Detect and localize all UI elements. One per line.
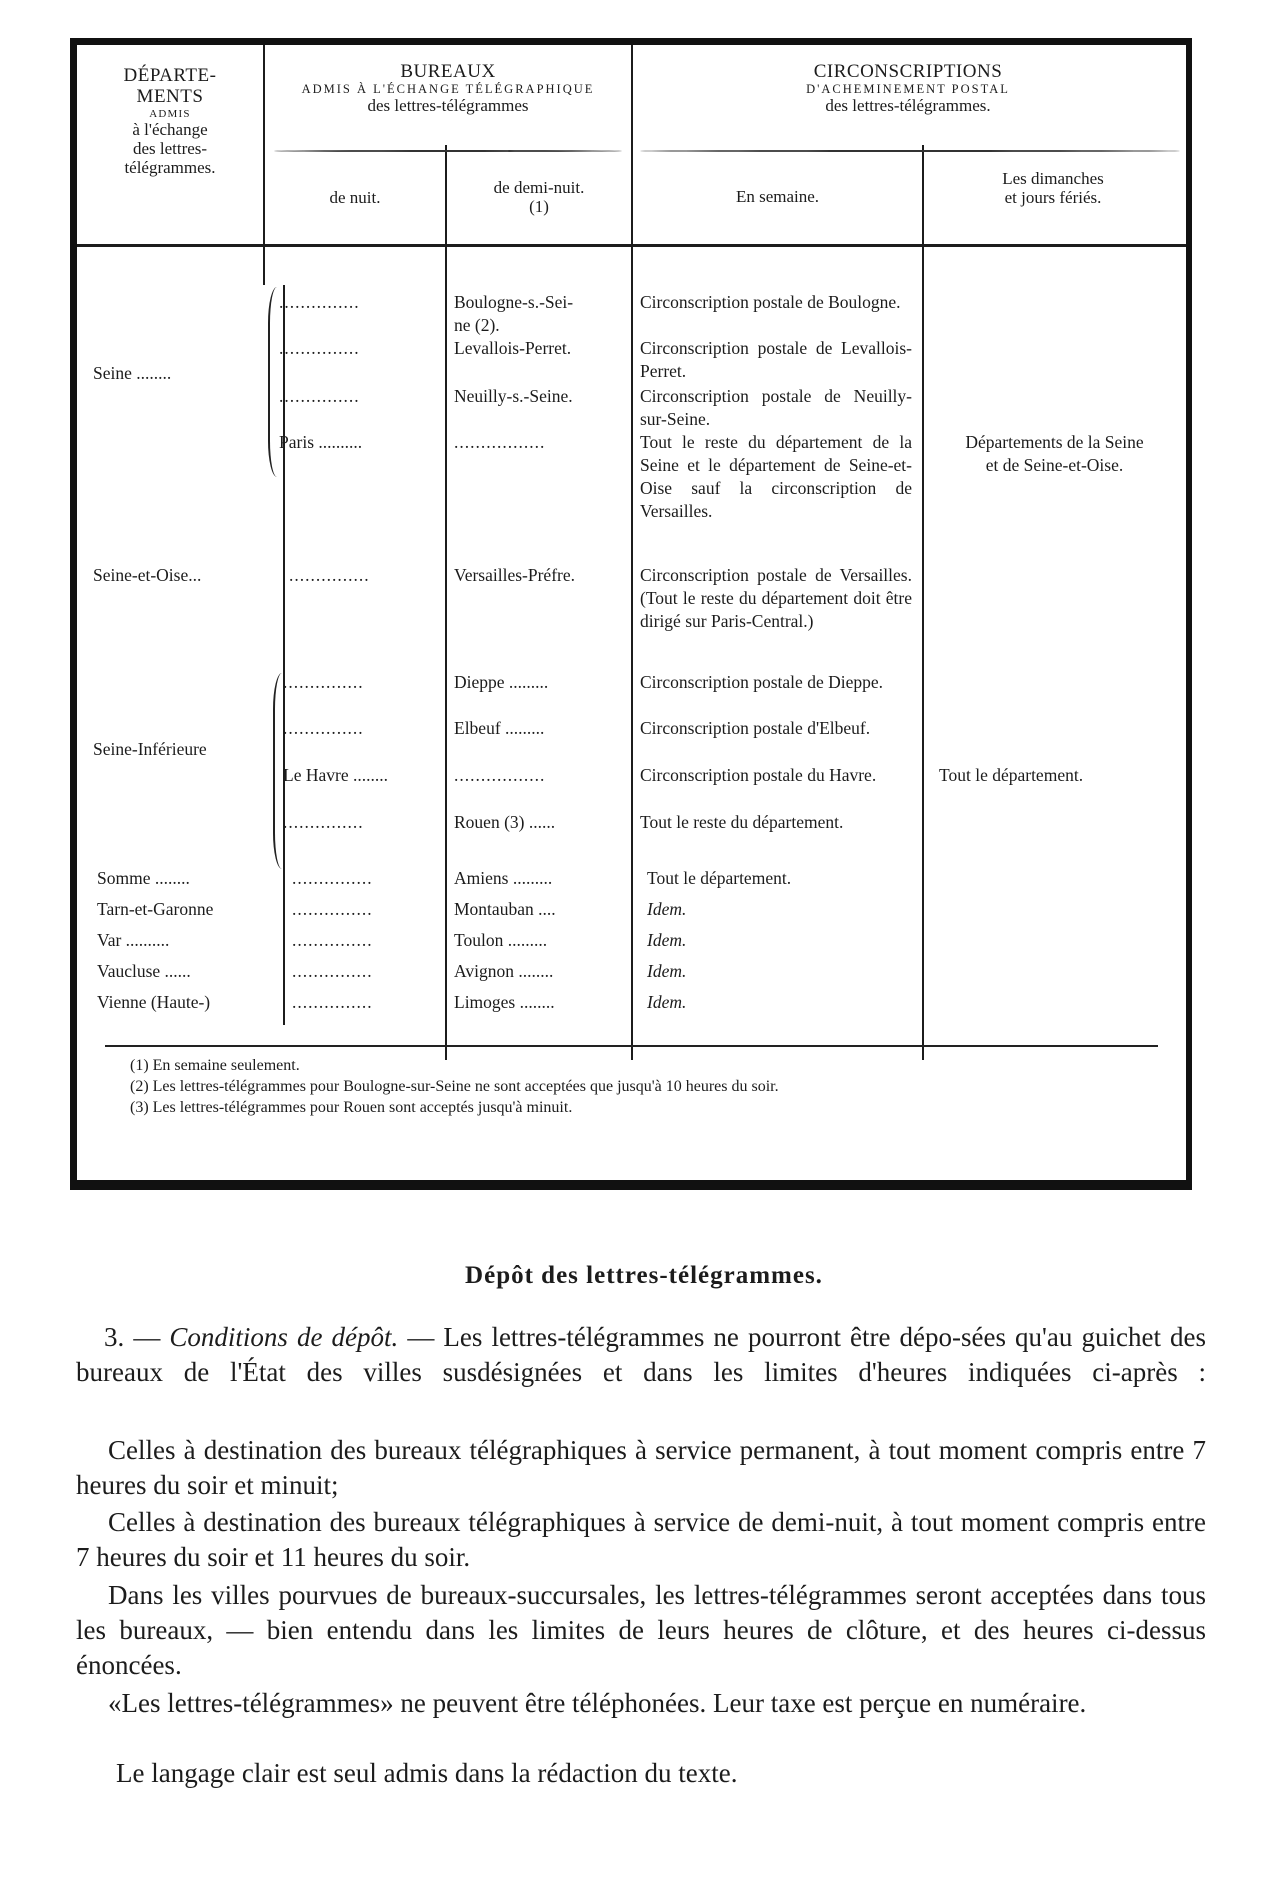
si-demi-rouen: Rouen (3) ...... bbox=[454, 812, 556, 832]
vienne-demi: Limoges ........ bbox=[454, 992, 555, 1012]
seine-sem-neuilly: Circonscription postale de Neuilly-sur-Seine. bbox=[640, 386, 912, 429]
si-sem-elbeuf: Circonscription postale d'Elbeuf. bbox=[640, 718, 871, 738]
vienne-nuit: ............... bbox=[292, 992, 373, 1012]
var-demi: Toulon ......... bbox=[454, 930, 548, 950]
so-nuit: ............... bbox=[289, 565, 370, 585]
paragraph-conditions bbox=[76, 1320, 1206, 1390]
paragraph-succursales: Dans les villes pourvues de bureaux-succursales, les lettres-télégrammes seront acceptées dans tous les bureaux, — bien entendu dans les limites de leurs heures de clôture, et des heures ci-dessus énoncées. bbox=[76, 1580, 1206, 1680]
paragraph-number: 3. — bbox=[104, 1322, 170, 1352]
footnote-rule bbox=[105, 1045, 1158, 1047]
seine-dim: Départements de la Seine et de Seine-et-Oise. bbox=[965, 432, 1144, 475]
si-demi-elbeuf: Elbeuf ......... bbox=[454, 718, 545, 738]
dept-somme: Somme ........ bbox=[97, 868, 190, 888]
vaucluse-nuit: ............... bbox=[292, 961, 373, 981]
seine-demi-levallois: Levallois-Perret. bbox=[454, 338, 572, 358]
si-sem-rouen: Tout le reste du département. bbox=[640, 812, 844, 832]
seine-sem-levallois: Circonscription postale de Levallois-Perret. bbox=[640, 338, 912, 381]
si-sem-havre: Circonscription postale du Havre. bbox=[640, 765, 877, 785]
col-divider-4 bbox=[922, 145, 924, 1060]
dept-seine-inferieure: Seine-Inférieure bbox=[93, 739, 207, 759]
header-rule bbox=[77, 244, 1186, 247]
paragraph-permanent: Celles à destination des bureaux télégraphiques à service permanent, à tout moment compris entre 7 heures du soir et minuit; bbox=[76, 1435, 1206, 1500]
vienne-sem: Idem. bbox=[647, 992, 687, 1012]
seine-nuit-2: ............... bbox=[279, 338, 360, 358]
bureaux-brace bbox=[274, 150, 622, 152]
seine-brace bbox=[268, 287, 279, 477]
seine-demi-neuilly: Neuilly-s.-Seine. bbox=[454, 386, 573, 406]
si-demi-dieppe: Dieppe ......... bbox=[454, 672, 549, 692]
vaucluse-demi: Avignon ........ bbox=[454, 961, 554, 981]
si-dim: Tout le département. bbox=[939, 765, 1084, 785]
dept-tarn-et-garonne: Tarn-et-Garonne bbox=[97, 899, 214, 919]
so-sem: Circonscription postale de Versailles. (Tout le reste du département doit être dirigé sur Paris-Central.) bbox=[640, 565, 912, 631]
si-nuit-2: ............... bbox=[283, 718, 364, 738]
si-nuit-4: ............... bbox=[283, 812, 364, 832]
si-nuit-1: ............... bbox=[283, 672, 364, 692]
var-nuit: ............... bbox=[292, 930, 373, 950]
si-sem-dieppe: Circonscription postale de Dieppe. bbox=[640, 672, 883, 692]
so-demi: Versailles-Préfre. bbox=[454, 565, 575, 585]
paragraph-langage: Le langage clair est seul admis dans la rédaction du texte. bbox=[116, 1758, 738, 1788]
footnote-2: (2) Les lettres-télégrammes pour Boulogne-sur-Seine ne sont acceptées que jusqu'à 10 heures du soir. bbox=[130, 1078, 779, 1095]
header-dimanches: Les dimanches et jours fériés. bbox=[1002, 169, 1104, 208]
seine-sem-paris: Tout le reste du département de la Seine et le département de Seine-et-Oise sauf la circonscription de Versailles. bbox=[640, 432, 912, 521]
si-demi-havre: ................. bbox=[454, 765, 546, 785]
header-en-semaine: En semaine. bbox=[735, 187, 820, 206]
rate-table bbox=[70, 38, 1192, 1190]
footnote-1: (1) En semaine seulement. bbox=[130, 1057, 300, 1074]
seine-nuit-3: ............... bbox=[279, 386, 360, 406]
header-bureaux: BUREAUX ADMIS À L'ÉCHANGE TÉLÉGRAPHIQUE des lettres-télégrammes bbox=[301, 61, 595, 116]
col-divider-2 bbox=[445, 145, 447, 1060]
seine-demi-boulogne: Boulogne-s.-Sei- bbox=[454, 292, 574, 312]
header-de-demi-nuit: de demi-nuit. (1) bbox=[493, 178, 585, 217]
var-sem: Idem. bbox=[647, 930, 687, 950]
header-circonscriptions: CIRCONSCRIPTIONS D'ACHEMINEMENT POSTAL des lettres-télégrammes. bbox=[806, 61, 1010, 116]
paragraph-body: — Les lettres-télégrammes ne pourront être dépo-sées qu'au guichet des bureaux de l'État des villes susdésignées et dans les limites d'heures indiquées ci-après : bbox=[76, 1322, 1206, 1387]
si-nuit-havre: Le Havre ........ bbox=[283, 765, 388, 785]
seine-demi-boulogne-2: ne (2). bbox=[454, 315, 500, 335]
tarn-nuit: ............... bbox=[292, 899, 373, 919]
seine-sem-boulogne: Circonscription postale de Boulogne. bbox=[640, 292, 901, 312]
dept-vienne: Vienne (Haute-) bbox=[97, 992, 211, 1012]
paragraph-demi-nuit: Celles à destination des bureaux télégraphiques à service de demi-nuit, à tout moment compris entre 7 heures du soir et 11 heures du soir. bbox=[76, 1507, 1206, 1572]
seine-demi-paris: ................. bbox=[454, 432, 546, 452]
footnote-3: (3) Les lettres-télégrammes pour Rouen sont acceptés jusqu'à minuit. bbox=[130, 1099, 573, 1116]
dept-seine: Seine ........ bbox=[93, 363, 172, 383]
somme-sem: Tout le département. bbox=[647, 868, 792, 888]
dept-seine-et-oise: Seine-et-Oise... bbox=[93, 565, 202, 585]
paragraph-heading: Conditions de dépôt. bbox=[169, 1322, 399, 1352]
paragraph-telephone: «Les lettres-télégrammes» ne peuvent être téléphonées. Leur taxe est perçue en numéraire. bbox=[108, 1688, 1087, 1718]
dept-vaucluse: Vaucluse ...... bbox=[97, 961, 191, 981]
somme-nuit: ............... bbox=[292, 868, 373, 888]
footnotes bbox=[130, 1055, 1150, 1118]
tarn-sem: Idem. bbox=[647, 899, 687, 919]
header-de-nuit: de nuit. bbox=[329, 188, 381, 207]
tarn-demi: Montauban .... bbox=[454, 899, 556, 919]
dept-var: Var .......... bbox=[97, 930, 170, 950]
section-title: Dépôt des lettres-télégrammes. bbox=[465, 1262, 823, 1289]
vaucluse-sem: Idem. bbox=[647, 961, 687, 981]
somme-demi: Amiens ......... bbox=[454, 868, 553, 888]
header-departements: DÉPARTE- MENTS ADMIS à l'échange des lettres- télégrammes. bbox=[123, 65, 217, 177]
seine-nuit-1: ............... bbox=[279, 292, 360, 312]
circ-brace bbox=[640, 150, 1180, 152]
seine-nuit-paris: Paris .......... bbox=[279, 432, 363, 452]
